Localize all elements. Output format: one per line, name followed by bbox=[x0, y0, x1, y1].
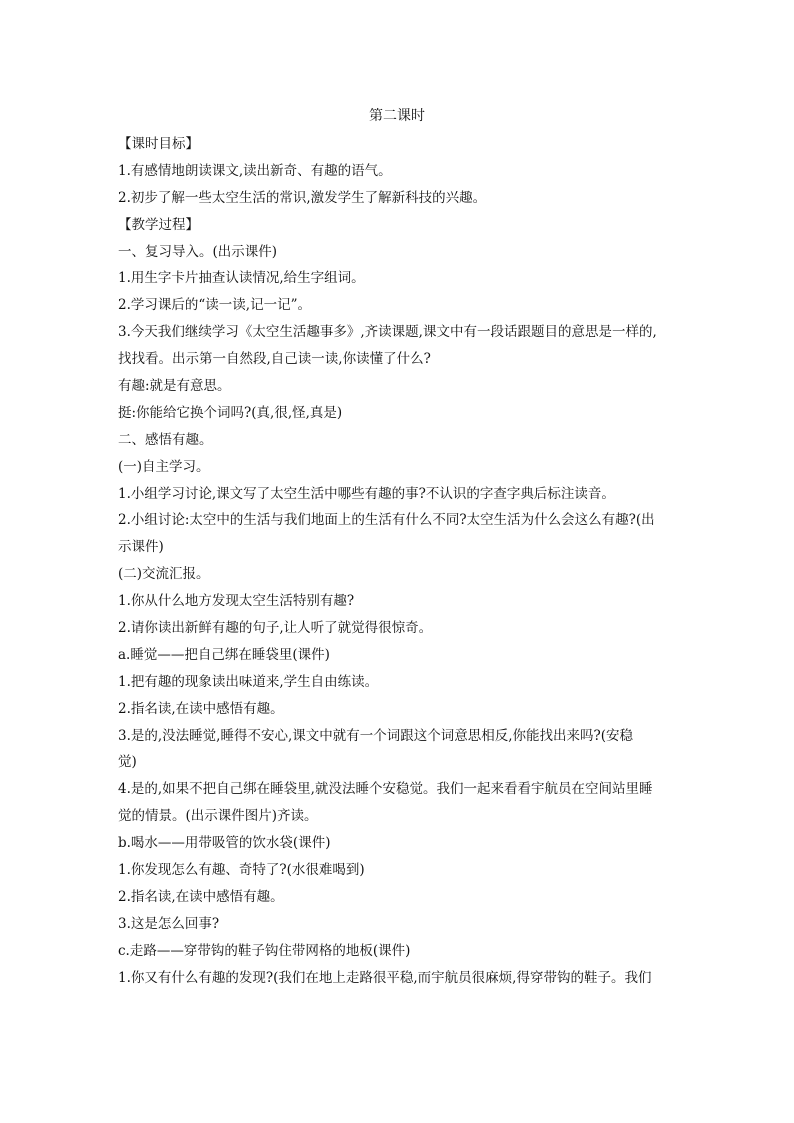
paragraph: 1.把有趣的现象读出味道来,学生自由练读。 bbox=[118, 673, 379, 690]
paragraph: (二)交流汇报。 bbox=[118, 566, 210, 583]
paragraph: 2.初步了解一些太空生活的常识,激发学生了解新科技的兴趣。 bbox=[118, 189, 487, 206]
paragraph: b.喝水——用带吸管的饮水袋(课件) bbox=[118, 835, 331, 852]
document-body bbox=[118, 134, 680, 995]
paragraph: 一、复习导入。(出示课件) bbox=[118, 243, 278, 260]
paragraph: 找找看。出示第一自然段,自己读一读,你读懂了什么? bbox=[118, 351, 431, 368]
paragraph: 1.用生字卡片抽查认读情况,给生字组词。 bbox=[118, 270, 365, 287]
paragraph: 1.小组学习讨论,课文写了太空生活中哪些有趣的事?不认识的字查字典后标注读音。 bbox=[118, 485, 615, 502]
paragraph: c.走路——穿带钩的鞋子钩住带网格的地板(课件) bbox=[118, 942, 411, 959]
paragraph: 2.小组讨论:太空中的生活与我们地面上的生活有什么不同?太空生活为什么会这么有趣?(出 bbox=[118, 512, 655, 529]
paragraph: 有趣:就是有意思。 bbox=[118, 378, 231, 395]
paragraph: 2.指名读,在读中感悟有趣。 bbox=[118, 888, 284, 905]
paragraph: 觉的情景。(出示课件图片)齐读。 bbox=[118, 808, 318, 825]
section-heading-objectives: 【课时目标】 bbox=[118, 136, 199, 152]
paragraph: 1.你从什么地方发现太空生活特别有趣? bbox=[118, 593, 355, 610]
paragraph: 觉) bbox=[118, 754, 137, 771]
paragraph: (一)自主学习。 bbox=[118, 458, 210, 475]
paragraph: 1.你发现怎么有趣、奇特了?(水很难喝到) bbox=[118, 862, 365, 879]
paragraph: 3.这是怎么回事? bbox=[118, 915, 220, 932]
paragraph: 4.是的,如果不把自己绑在睡袋里,就没法睡个安稳觉。我们一起来看看宇航员在空间站里睡 bbox=[118, 781, 653, 798]
paragraph: 3.今天我们继续学习《太空生活趣事多》,齐读课题,课文中有一段话跟题目的意思是一样的, bbox=[118, 324, 657, 341]
paragraph: 2.请你读出新鲜有趣的句子,让人听了就觉得很惊奇。 bbox=[118, 620, 433, 637]
paragraph: 1.有感情地朗读课文,读出新奇、有趣的语气。 bbox=[118, 162, 392, 179]
page-title: 第二课时 bbox=[369, 108, 425, 124]
paragraph: 示课件) bbox=[118, 539, 164, 556]
paragraph: 3.是的,没法睡觉,睡得不安心,课文中就有一个词跟这个词意思相反,你能找出来吗?(安稳 bbox=[118, 727, 634, 744]
paragraph: 1.你又有什么有趣的发现?(我们在地上走路很平稳,而宇航员很麻烦,得穿带钩的鞋子。我们 bbox=[118, 969, 652, 986]
paragraph: 挺:你能给它换个词吗?(真,很,怪,真是) bbox=[118, 404, 343, 421]
paragraph: 2.指名读,在读中感悟有趣。 bbox=[118, 700, 284, 717]
paragraph: 2.学习课后的“读一读,记一记”。 bbox=[118, 297, 311, 314]
section-heading-process: 【教学过程】 bbox=[118, 216, 199, 233]
paragraph: a.睡觉——把自己绑在睡袋里(课件) bbox=[118, 646, 330, 663]
paragraph: 二、感悟有趣。 bbox=[118, 431, 213, 448]
